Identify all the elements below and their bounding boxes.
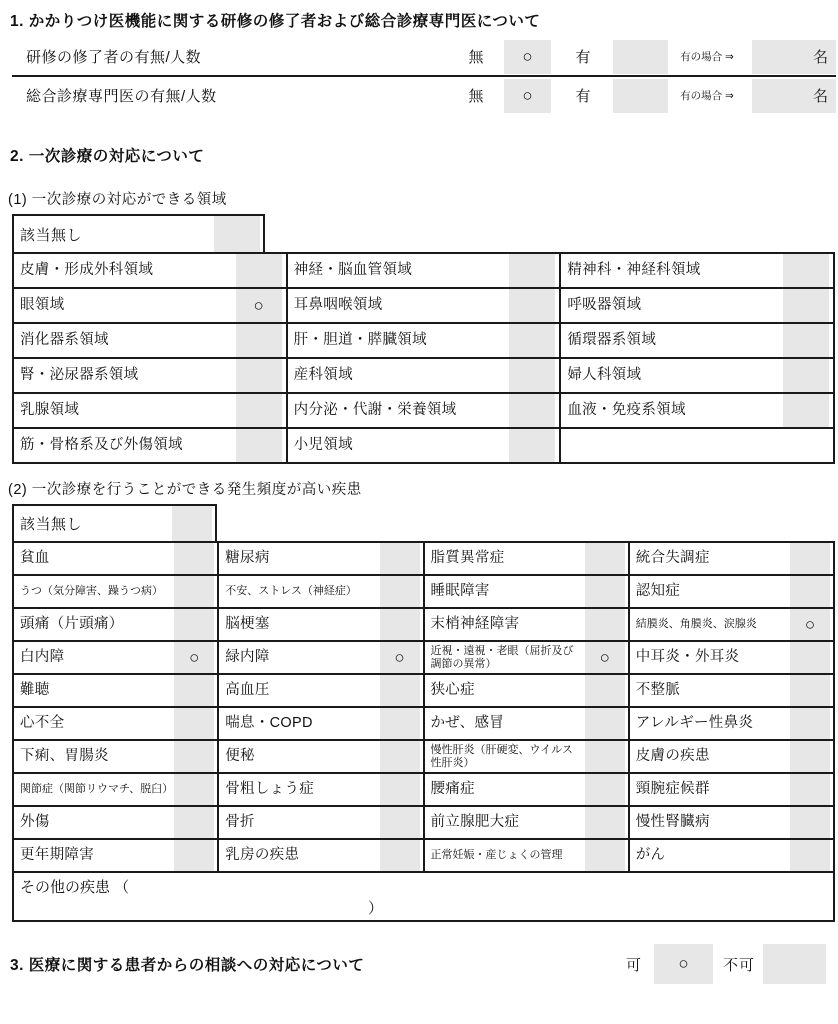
disease-label: 頭痛（片頭痛）	[20, 616, 124, 633]
mark-cell[interactable]	[380, 675, 420, 706]
mark-cell[interactable]	[172, 506, 212, 541]
option-no-label: 無	[468, 88, 484, 105]
mark-cell[interactable]	[585, 609, 625, 640]
disease-label: 不安、ストレス（神経症）	[225, 585, 357, 598]
domain-cell	[14, 289, 286, 322]
table-row	[12, 77, 836, 114]
disease-label: 末梢神経障害	[430, 616, 520, 633]
section3-title: 3. 医療に関する患者からの相談への対応について	[10, 957, 365, 974]
domain-label: 循環器系領域	[567, 332, 657, 349]
disease-label: 頸腕症候群	[635, 781, 710, 798]
mark-cell[interactable]	[783, 359, 829, 392]
table-row	[14, 357, 833, 392]
domain-label: 婦人科領域	[567, 367, 642, 384]
disease-label: 糖尿病	[225, 550, 270, 567]
domain-cell	[559, 289, 833, 322]
disease-cell	[628, 609, 833, 640]
option-ok-label: 可	[625, 956, 642, 974]
disease-cell	[423, 774, 628, 805]
disease-cell	[628, 708, 833, 739]
mark-cell[interactable]	[783, 254, 829, 287]
empty-cell	[559, 429, 833, 462]
disease-cell	[628, 576, 833, 607]
mark-cell[interactable]	[783, 394, 829, 427]
disease-cell	[217, 543, 422, 574]
mark-cell[interactable]	[509, 359, 555, 392]
disease-cell	[14, 543, 217, 574]
mark-cell[interactable]: ○	[380, 642, 420, 673]
domain-cell	[14, 394, 286, 427]
none-applicable-box	[12, 214, 265, 252]
domain-cell	[14, 429, 286, 462]
domain-cell	[14, 324, 286, 357]
yes-mark-cell[interactable]	[613, 79, 668, 113]
disease-cell	[217, 675, 422, 706]
disease-label: 下痢、胃腸炎	[20, 748, 109, 765]
option-ng-label: 不可	[722, 956, 755, 974]
mark-cell[interactable]	[585, 774, 625, 805]
disease-label: 不整脈	[635, 682, 681, 699]
domain-cell	[286, 324, 560, 357]
disease-label: 外傷	[20, 814, 50, 831]
disease-label: 便秘	[225, 748, 255, 765]
table-row	[14, 739, 833, 772]
domain-cell	[14, 359, 286, 392]
mark-cell[interactable]	[790, 741, 830, 772]
no-mark-cell[interactable]: ○	[504, 40, 551, 74]
disease-label: 白内障	[20, 649, 65, 666]
mark-cell[interactable]	[236, 394, 282, 427]
disease-cell	[628, 807, 833, 838]
disease-label: 貧血	[20, 550, 50, 567]
disease-cell	[423, 609, 628, 640]
mark-cell[interactable]	[790, 774, 830, 805]
table-row	[14, 607, 833, 640]
domain-label: 精神科・神経科領域	[567, 262, 701, 279]
mark-cell[interactable]	[790, 576, 830, 607]
mark-cell[interactable]: ○	[790, 609, 830, 640]
disease-label: かぜ、感冒	[430, 715, 505, 732]
disease-cell	[423, 642, 628, 673]
disease-label: 統合失調症	[635, 550, 710, 567]
section1-title: 1. かかりつけ医機能に関する研修の修了者および総合診療専門医について	[10, 13, 541, 30]
mark-cell[interactable]	[236, 324, 282, 357]
mark-cell[interactable]: ○	[174, 642, 214, 673]
mark-cell[interactable]	[585, 741, 625, 772]
disease-cell	[423, 708, 628, 739]
domain-label: 眼領域	[20, 297, 65, 314]
mark-cell[interactable]	[790, 708, 830, 739]
mark-cell[interactable]	[174, 675, 214, 706]
disease-label: 脂質異常症	[430, 550, 505, 567]
disease-cell	[14, 774, 217, 805]
disease-label: 結膜炎、角膜炎、涙腺炎	[635, 618, 757, 631]
mark-cell[interactable]	[174, 840, 214, 871]
disease-cell	[14, 642, 217, 673]
disease-cell	[423, 576, 628, 607]
mark-cell[interactable]	[174, 741, 214, 772]
disease-cell	[423, 840, 628, 871]
domain-cell	[286, 254, 560, 287]
disease-cell	[628, 642, 833, 673]
domain-cell	[286, 289, 560, 322]
mark-cell[interactable]	[236, 359, 282, 392]
count-cell[interactable]	[752, 40, 836, 74]
domain-label: 皮膚・形成外科領域	[20, 262, 154, 279]
disease-cell	[217, 642, 422, 673]
domain-label: 肝・胆道・膵臓領域	[293, 332, 427, 349]
mark-cell[interactable]	[783, 324, 829, 357]
domain-label: 腎・泌尿器系領域	[20, 367, 139, 384]
disease-cell	[628, 543, 833, 574]
domain-cell	[286, 429, 560, 462]
disease-cell	[423, 543, 628, 574]
domain-cell	[559, 254, 833, 287]
none-applicable-label: 該当無し	[20, 516, 83, 533]
other-diseases-label: その他の疾患 （	[20, 879, 130, 896]
mark-cell[interactable]	[380, 774, 420, 805]
mark-cell[interactable]	[509, 289, 555, 322]
primary-care-domains-table	[12, 252, 835, 464]
mark-cell[interactable]	[174, 774, 214, 805]
domain-label: 産科領域	[293, 367, 353, 384]
disease-label: 認知症	[635, 583, 681, 600]
mark-cell[interactable]	[509, 254, 555, 287]
table-row	[14, 287, 833, 322]
mark-cell[interactable]	[585, 807, 625, 838]
disease-label: 脳梗塞	[225, 616, 270, 633]
disease-cell	[217, 807, 422, 838]
if-yes-label: 有の場合 ⇒	[680, 90, 734, 102]
mark-cell[interactable]	[790, 807, 830, 838]
domain-cell	[14, 254, 286, 287]
domain-label: 血液・免疫系領域	[567, 402, 686, 419]
disease-label: 近視・遠視・老眼（屈折及び調節の異常）	[430, 644, 574, 670]
domain-label: 耳鼻咽喉領域	[293, 297, 383, 314]
training-table	[12, 38, 836, 114]
frequent-diseases-table	[12, 541, 835, 922]
disease-label: 慢性腎臓病	[635, 814, 710, 831]
option-no-label: 無	[468, 49, 484, 66]
mark-cell[interactable]	[236, 429, 282, 462]
disease-cell	[628, 840, 833, 871]
consultation-row	[0, 944, 826, 984]
mark-cell[interactable]	[509, 394, 555, 427]
disease-label: アレルギー性鼻炎	[635, 715, 754, 732]
mark-cell[interactable]	[380, 807, 420, 838]
disease-cell	[217, 576, 422, 607]
disease-label: 前立腺肥大症	[430, 814, 520, 831]
no-mark-cell[interactable]: ○	[504, 79, 551, 113]
table-row	[14, 427, 833, 462]
other-diseases-row	[14, 871, 833, 920]
none-applicable-label: 該当無し	[20, 226, 83, 244]
ok-mark-cell[interactable]: ○	[654, 944, 713, 984]
mark-cell[interactable]	[509, 429, 555, 462]
mark-cell[interactable]	[585, 675, 625, 706]
disease-cell	[217, 741, 422, 772]
section2-title: 2. 一次診療の対応について	[10, 148, 205, 165]
mark-cell[interactable]	[790, 642, 830, 673]
disease-cell	[628, 675, 833, 706]
mark-cell[interactable]	[380, 609, 420, 640]
mark-cell[interactable]	[790, 675, 830, 706]
disease-label: 骨粗しょう症	[225, 781, 315, 798]
mark-cell[interactable]	[585, 576, 625, 607]
table-row	[14, 706, 833, 739]
domain-label: 神経・脳血管領域	[293, 262, 413, 279]
disease-cell	[628, 774, 833, 805]
table-row	[12, 38, 836, 75]
mark-cell[interactable]	[174, 807, 214, 838]
disease-cell	[217, 708, 422, 739]
if-yes-label: 有の場合 ⇒	[680, 51, 734, 63]
mark-cell[interactable]	[783, 289, 829, 322]
table-row	[14, 640, 833, 673]
table-row	[14, 543, 833, 574]
mark-cell[interactable]	[790, 840, 830, 871]
mark-cell[interactable]: ○	[236, 289, 282, 322]
disease-cell	[217, 840, 422, 871]
disease-label: 更年期障害	[20, 847, 94, 864]
disease-label: うつ（気分障害、躁うつ病）	[20, 585, 163, 598]
mark-cell[interactable]	[790, 543, 830, 574]
mark-cell[interactable]	[174, 576, 214, 607]
domain-label: 消化器系領域	[20, 332, 109, 349]
other-diseases-text	[14, 873, 383, 920]
disease-cell	[14, 675, 217, 706]
domain-cell	[559, 359, 833, 392]
table-row	[14, 322, 833, 357]
domain-label: 筋・骨格系及び外傷領域	[20, 437, 183, 454]
disease-cell	[14, 741, 217, 772]
disease-label: 喘息・COPD	[225, 715, 313, 732]
disease-label: 心不全	[20, 715, 65, 732]
mark-cell[interactable]	[174, 543, 214, 574]
mark-cell[interactable]	[174, 708, 214, 739]
none-applicable-box	[12, 504, 217, 541]
domain-label: 小児領域	[293, 437, 353, 454]
disease-cell	[14, 576, 217, 607]
disease-label: 緑内障	[225, 649, 270, 666]
unit-label: 名	[812, 88, 828, 105]
mark-cell[interactable]	[380, 576, 420, 607]
mark-cell[interactable]	[509, 324, 555, 357]
mark-cell[interactable]: ○	[585, 642, 625, 673]
mark-cell[interactable]	[380, 741, 420, 772]
domain-label: 呼吸器領域	[567, 297, 642, 314]
disease-label: 高血圧	[225, 682, 270, 699]
domain-cell	[559, 324, 833, 357]
row-label: 研修の修了者の有無/人数	[26, 49, 202, 66]
other-diseases-close-paren: ）	[368, 900, 384, 917]
count-cell[interactable]	[752, 79, 836, 113]
table-row	[14, 805, 833, 838]
domain-label: 内分泌・代謝・栄養領域	[293, 402, 457, 419]
mark-cell[interactable]	[236, 254, 282, 287]
disease-cell	[217, 609, 422, 640]
section2-sub1-title: (1) 一次診療の対応ができる領域	[8, 192, 227, 208]
disease-cell	[423, 741, 628, 772]
other-diseases-cell[interactable]	[14, 873, 833, 920]
table-row	[14, 254, 833, 287]
disease-label: 腰痛症	[430, 781, 475, 798]
table-row	[14, 838, 833, 871]
disease-label: 皮膚の疾患	[635, 748, 710, 765]
disease-cell	[14, 807, 217, 838]
table-row	[14, 392, 833, 427]
mark-cell[interactable]	[380, 840, 420, 871]
disease-cell	[628, 741, 833, 772]
disease-cell	[14, 708, 217, 739]
domain-label: 乳腺領域	[20, 402, 80, 419]
domain-cell	[286, 394, 560, 427]
disease-cell	[14, 840, 217, 871]
domain-cell	[559, 394, 833, 427]
disease-label: 関節症（関節リウマチ、脱臼）	[20, 783, 174, 796]
mark-cell[interactable]	[585, 840, 625, 871]
unit-label: 名	[812, 49, 828, 66]
disease-cell	[423, 675, 628, 706]
disease-label: 睡眠障害	[430, 583, 490, 600]
disease-label: 骨折	[225, 814, 255, 831]
disease-label: がん	[635, 847, 666, 864]
mark-cell[interactable]	[214, 216, 260, 252]
table-row	[14, 574, 833, 607]
option-yes-label: 有	[575, 88, 591, 105]
disease-cell	[423, 807, 628, 838]
mark-cell[interactable]	[380, 543, 420, 574]
option-yes-label: 有	[575, 49, 591, 66]
disease-label: 慢性肝炎（肝硬変、ウイルス性肝炎）	[430, 743, 573, 769]
domain-cell	[286, 359, 560, 392]
disease-label: 中耳炎・外耳炎	[635, 649, 740, 666]
section2-sub2-title: (2) 一次診療を行うことができる発生頻度が高い疾患	[8, 482, 362, 498]
disease-label: 狭心症	[430, 682, 475, 699]
row-label: 総合診療専門医の有無/人数	[26, 88, 217, 105]
disease-label: 難聴	[20, 682, 50, 699]
disease-cell	[217, 774, 422, 805]
disease-cell	[14, 609, 217, 640]
yes-mark-cell[interactable]	[613, 40, 668, 74]
ng-mark-cell[interactable]	[763, 944, 826, 984]
mark-cell[interactable]	[585, 708, 625, 739]
table-row	[14, 673, 833, 706]
mark-cell[interactable]	[174, 609, 214, 640]
table-row	[14, 772, 833, 805]
disease-label: 正常妊娠・産じょくの管理	[430, 849, 563, 862]
mark-cell[interactable]	[585, 543, 625, 574]
disease-label: 乳房の疾患	[225, 847, 300, 864]
mark-cell[interactable]	[380, 708, 420, 739]
